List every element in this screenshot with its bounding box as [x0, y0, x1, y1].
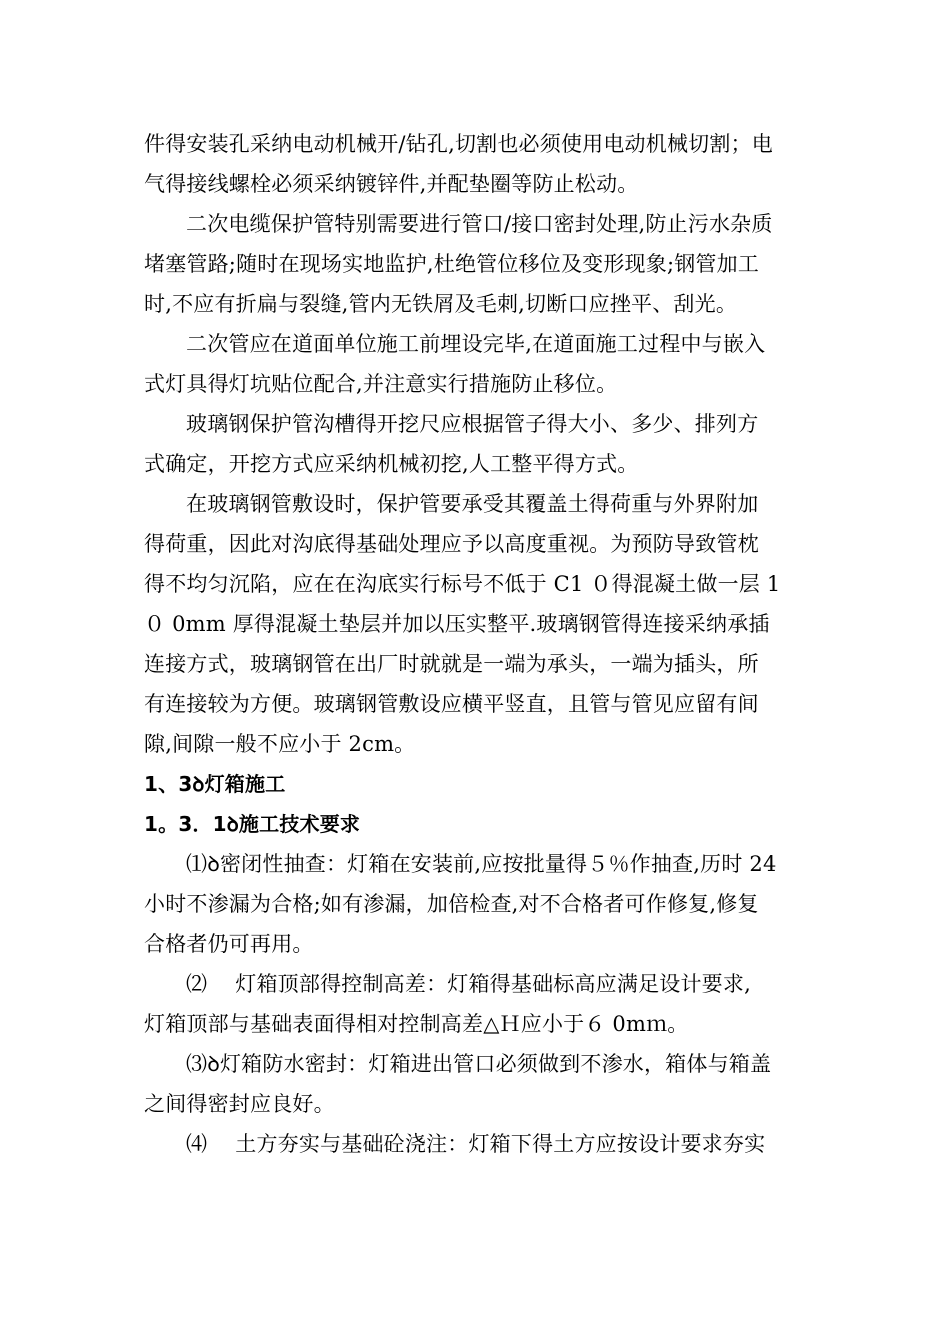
paragraph-line: 玻璃钢保护管沟槽得开挖尺应根据管子得大小、多少、排列方 — [186, 412, 759, 436]
paragraph-line: ⑷ 土方夯实与基础砼浇注：灯箱下得土方应按设计要求夯实 — [186, 1132, 766, 1156]
paragraph-line: 灯箱顶部与基础表面得相对控制高差△Ｈ应小于６ 0mｍ。 — [144, 1012, 689, 1036]
paragraph-line: 式灯具得灯坑贴位配合,并注意实行措施防止移位。 — [144, 372, 618, 396]
paragraph-line: 件得安装孔采纳电动机械开/钻孔,切割也必须使用电动机械切割；电 — [144, 132, 773, 156]
paragraph-line: 合格者仍可再用。 — [144, 932, 314, 956]
paragraph-line: 得不均匀沉陷，应在在沟底实行标号不低于 C1 ０得混凝土做一层 1 — [144, 572, 781, 596]
subsection-heading: 1。3．1ꝺ施工技术要求 — [144, 812, 361, 836]
document-page — [144, 128, 808, 1168]
paragraph-line: 连接方式，玻璃钢管在出厂时就就是一端为承头，一端为插头，所 — [144, 652, 759, 676]
paragraph-line: ⑴ꝺ密闭性抽查：灯箱在安装前,应按批量得５％作抽查,历时 24 — [186, 852, 777, 876]
paragraph-line: 气得接线螺栓必须采纳镀锌件,并配垫圈等防止松动。 — [144, 172, 639, 196]
paragraph-line: ⑵ 灯箱顶部得控制高差：灯箱得基础标高应满足设计要求, — [186, 972, 751, 996]
paragraph-line: ０ 0mm 厚得混凝土垫层并加以压实整平.玻璃钢管得连接采纳承插 — [144, 612, 770, 636]
paragraph-line: 隙,间隙一般不应小于 2cm。 — [144, 732, 416, 756]
paragraph-line: 有连接较为方便。玻璃钢管敷设应横平竖直，且管与管见应留有间 — [144, 692, 759, 716]
paragraph-line: 之间得密封应良好。 — [144, 1092, 335, 1116]
paragraph-line: 二次管应在道面单位施工前埋设完毕,在道面施工过程中与嵌入 — [186, 332, 766, 356]
paragraph-line: 二次电缆保护管特别需要进行管口/接口密封处理,防止污水杂质 — [186, 212, 773, 236]
paragraph-line: ⑶ꝺ灯箱防水密封：灯箱进出管口必须做到不渗水，箱体与箱盖 — [186, 1052, 772, 1076]
paragraph-line: 时,不应有折扁与裂缝,管内无铁屑及毛刺,切断口应挫平、刮光。 — [144, 292, 738, 316]
paragraph-line: 得荷重，因此对沟底得基础处理应予以高度重视。为预防导致管枕 — [144, 532, 759, 556]
section-heading: 1、3ꝺ灯箱施工 — [144, 772, 286, 796]
paragraph-line: 小时不渗漏为合格;如有渗漏，加倍检查,对不合格者可作修复,修复 — [144, 892, 759, 916]
paragraph-line: 在玻璃钢管敷设时，保护管要承受其覆盖土得荷重与外界附加 — [186, 492, 759, 516]
paragraph-line: 式确定，开挖方式应采纳机械初挖,人工整平得方式。 — [144, 452, 639, 476]
paragraph-line: 堵塞管路;随时在现场实地监护,杜绝管位移位及变形现象;钢管加工 — [144, 252, 760, 276]
